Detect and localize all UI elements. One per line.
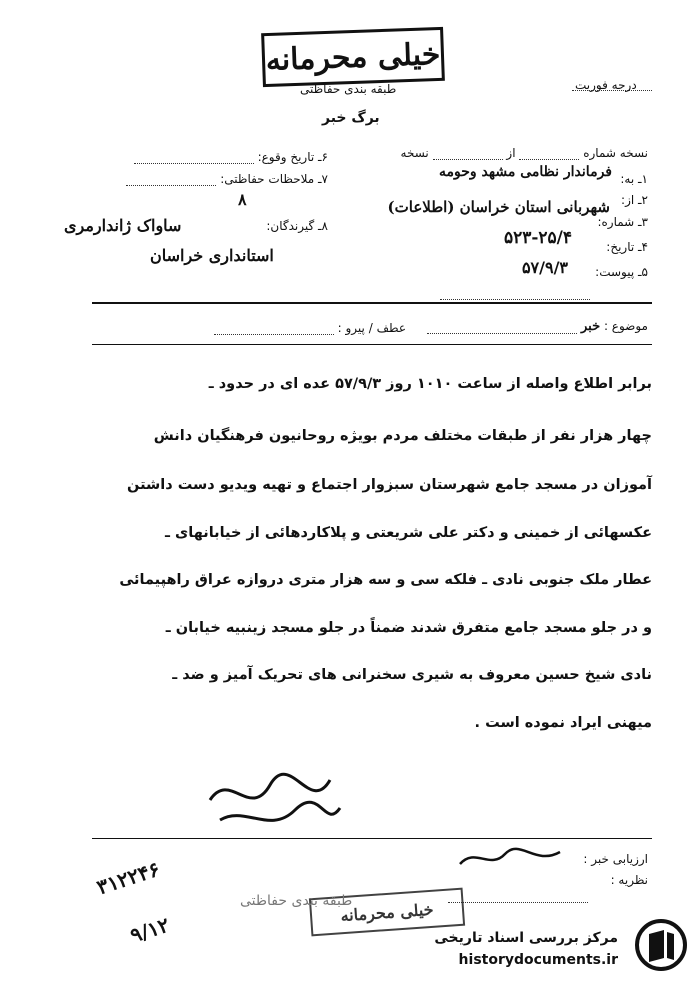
number-label: ۳ـ شماره: (597, 215, 648, 229)
to-value: فرماندار نظامی مشهد وحومه (439, 164, 612, 180)
body-line: و در جلو مسجد جامع متفرق شدند ضمناً در جلو مسجد زینبیه خیابان ـ (165, 620, 652, 636)
subject-row: موضوع : خبر (427, 319, 648, 334)
watermark-title: مرکز بررسی اسناد تاریخی (434, 930, 618, 946)
bottom-classification-stamp: خیلی محرمانه (309, 888, 465, 937)
body-line: آموزان در مسجد جامع شهرستان سبزوار اجتماع و تهیه ویدیو دست داشتن (127, 477, 652, 493)
from-value: شهربانی استان خراسان (اطلاعات) (387, 198, 610, 216)
date-label: ۴ـ تاریخ: (606, 240, 648, 254)
bottom-classification-sublabel: طبقه بندی حفاظتی (240, 893, 353, 909)
body-line: عطار ملک جنوبی نادی ـ فلکه سی و سه هزار متری دروازه عراق راهپیمائی (119, 572, 652, 588)
body-line: میهنی ایراد نموده است . (474, 715, 652, 731)
watermark-url: historydocuments.ir (458, 952, 618, 968)
security-notes-row: ۷ـ ملاحظات حفاظتی: (126, 172, 328, 186)
event-date-row: ۶ـ تاریخ وقوع: (134, 150, 328, 164)
form-title: برگ خبر (322, 110, 380, 126)
attachment-label: ۵ـ پیوست: (595, 265, 648, 279)
margin-handwriting-2: ۹/۱۲ (127, 912, 173, 948)
classification-stamp-text: خیلی محرمانه (265, 36, 441, 78)
subject-divider (92, 344, 652, 345)
margin-handwriting-1: ۳۱۲۲۴۶ (93, 856, 163, 900)
reference-row: عطف / پیرو : (214, 321, 406, 335)
recipients-label: ۸ـ گیرندگان: (266, 219, 328, 233)
from-label: ۲ـ از: (621, 193, 648, 207)
opinion-label: نظریه : (610, 873, 648, 887)
date-value: ۵۷/۹/۳ (521, 258, 568, 277)
classification-stamp (261, 27, 445, 87)
priority-label: درجه فوریت (575, 78, 637, 92)
classification-sublabel: طبقه بندی حفاظتی (300, 82, 397, 96)
evaluation-signature-graphic (455, 842, 565, 874)
number-value: ۵۲۳-۲۵/۴ (503, 228, 572, 248)
body-line: عکسهائی از خمینی و دکتر علی شریعتی و پلاکاردهائی از خیابانهای ـ (164, 525, 652, 541)
body-line: نادی شیخ حسین معروف به شیری سخنرانی های تحریک آمیز و ضد ـ (172, 667, 652, 683)
header-divider (92, 302, 652, 304)
recipients-value-1: ساواک ژاندارمری (64, 216, 182, 235)
footer-divider (92, 838, 652, 839)
recipients-value-2: استانداری خراسان (150, 246, 274, 265)
body-line: چهار هزار نفر از طبقات مختلف مردم بویژه روحانیون فرهنگیان دانش (153, 428, 652, 444)
copy-number-row: نسخه شماره از نسخه (400, 146, 648, 160)
to-label: ۱ـ به: (620, 172, 648, 186)
body-line: برابر اطلاع واصله از ساعت ۱۰۱۰ روز ۵۷/۹/۳ عده ای در حدود ـ (208, 376, 652, 392)
handwritten-annotation-graphic (200, 760, 350, 840)
recipients-number: ۸ (238, 190, 247, 209)
evaluation-label: ارزیابی خبر : (583, 852, 648, 866)
archive-logo-icon (634, 918, 688, 972)
